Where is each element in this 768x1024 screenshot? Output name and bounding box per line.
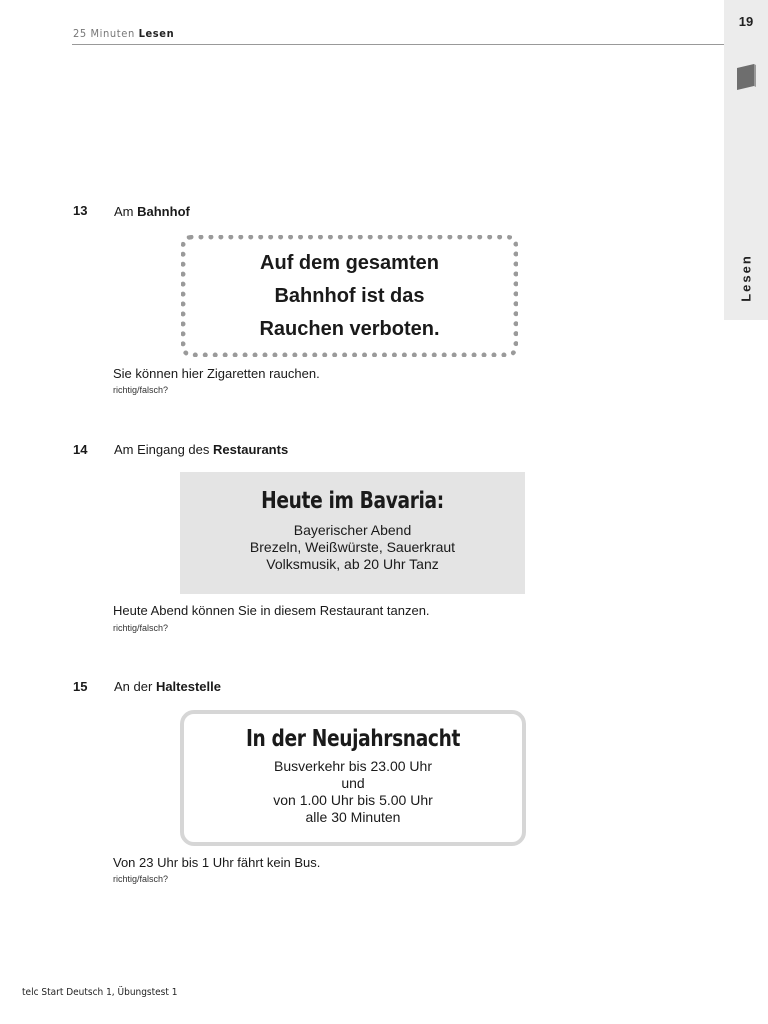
sign-line: und — [341, 775, 365, 791]
sign-line: Rauchen verboten. — [259, 317, 440, 340]
sign-line: von 1.00 Uhr bis 5.00 Uhr — [273, 792, 433, 808]
statement: Sie können hier Zigaretten rauchen. — [113, 366, 320, 381]
statement: Von 23 Uhr bis 1 Uhr fährt kein Bus. — [113, 855, 321, 870]
task-number: 13 — [73, 203, 88, 218]
side-label: Lesen — [738, 254, 754, 302]
task-title-prefix: Am Eingang des — [114, 442, 210, 457]
header-section: Lesen — [138, 27, 175, 40]
book-icon — [735, 63, 757, 91]
sign-line: Bahnhof ist das — [274, 284, 425, 307]
header-prefix: 25 Minuten — [73, 27, 135, 40]
task-title — [114, 679, 221, 694]
answer-hint: richtig/falsch? — [113, 874, 169, 884]
task-title-location: Restaurants — [213, 442, 289, 457]
sign-line: Brezeln, Weißwürste, Sauerkraut — [249, 539, 456, 555]
sign-heading: In der Neujahrsnacht — [245, 726, 461, 752]
task-number: 15 — [73, 679, 88, 694]
sign-line: Auf dem gesamten — [260, 251, 439, 274]
task-title — [114, 442, 288, 457]
task-title-prefix: An der — [114, 679, 153, 694]
running-header — [73, 27, 174, 40]
sign-line: Bayerischer Abend — [293, 522, 412, 538]
sign-line: alle 30 Minuten — [305, 809, 401, 825]
task-number: 14 — [73, 442, 88, 457]
sign-line: Volksmusik, ab 20 Uhr Tanz — [266, 556, 439, 572]
answer-hint: richtig/falsch? — [113, 623, 169, 633]
task-title-prefix: Am — [114, 204, 134, 219]
page-number: 19 — [738, 14, 754, 29]
side-tab — [724, 0, 768, 320]
task-title — [114, 204, 190, 219]
footer: telc Start Deutsch 1, Übungstest 1 — [22, 987, 178, 998]
sign-no-smoking — [181, 235, 518, 357]
statement: Heute Abend können Sie in diesem Restaurant tanzen. — [113, 603, 430, 618]
answer-hint: richtig/falsch? — [113, 385, 169, 395]
sign-restaurant — [180, 472, 525, 594]
sign-heading: Heute im Bavaria: — [261, 488, 444, 514]
task-title-location: Haltestelle — [155, 679, 221, 694]
task-title-location: Bahnhof — [137, 204, 190, 219]
header-rule — [72, 44, 724, 45]
sign-bus-stop — [180, 710, 526, 846]
sign-line: Busverkehr bis 23.00 Uhr — [274, 758, 432, 774]
